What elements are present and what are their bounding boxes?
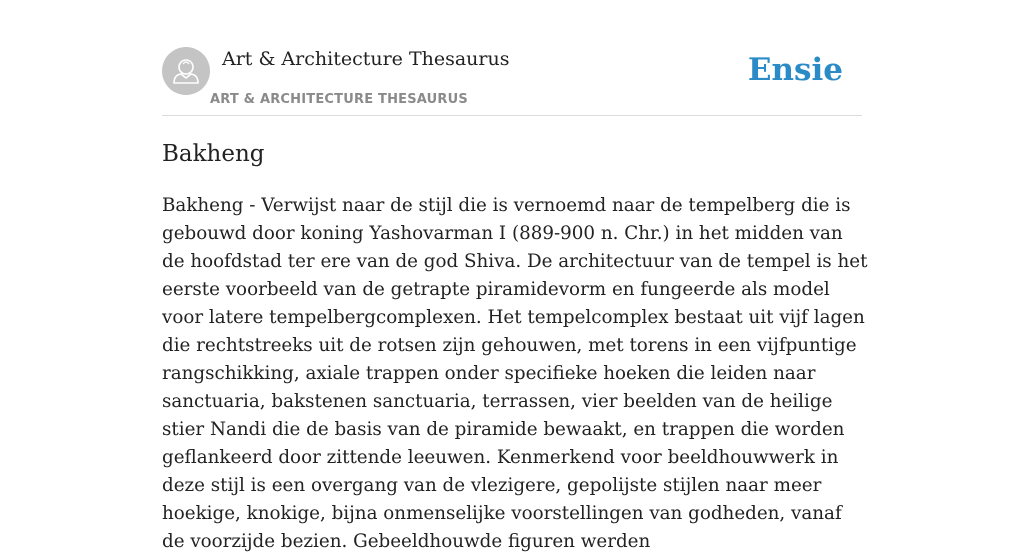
brand-logo[interactable]: Ensie — [747, 52, 843, 88]
source-subtitle[interactable]: ART & ARCHITECTURE THESAURUS — [210, 92, 468, 107]
source-title[interactable]: Art & Architecture Thesaurus — [222, 48, 510, 70]
source-header — [162, 47, 862, 116]
entry-title: Bakheng — [162, 141, 265, 167]
user-icon — [162, 47, 210, 95]
source-avatar[interactable] — [162, 47, 210, 95]
entry-body: Bakheng - Verwijst naar de stijl die is vernoemd naar de tempelberg die is gebouwd door koning Yashovarman I (889-900 n. Chr.) in het midden van de hoofdstad ter ere van de god Shiva. De architectuur van de tempel is het eerste voorbeeld van de getrapte piramidevorm en fungeerde als model voor latere tempelbergcomplexen. Het tempelcomplex bestaat uit vijf lagen die rechtstreeks uit de rotsen zijn gehouwen, met torens in een vijfpuntige rangschikking, axiale trappen onder specifieke hoeken die leiden naar sanctuaria, bakstenen sanctuaria, terrassen, vier beelden van de heilige stier Nandi die de basis van de piramide bewaakt, en trappen die worden geflankeerd door zittende leeuwen. Kenmerkend voor beeldhouwwerk in deze stijl is een overgang van de vlezigere, gepolijste stijlen naar meer hoekige, knokige, bijna onmenselijke voorstellingen van godheden, vanaf de voorzijde bezien. Gebeeldhouwde figuren werden — [162, 195, 868, 552]
